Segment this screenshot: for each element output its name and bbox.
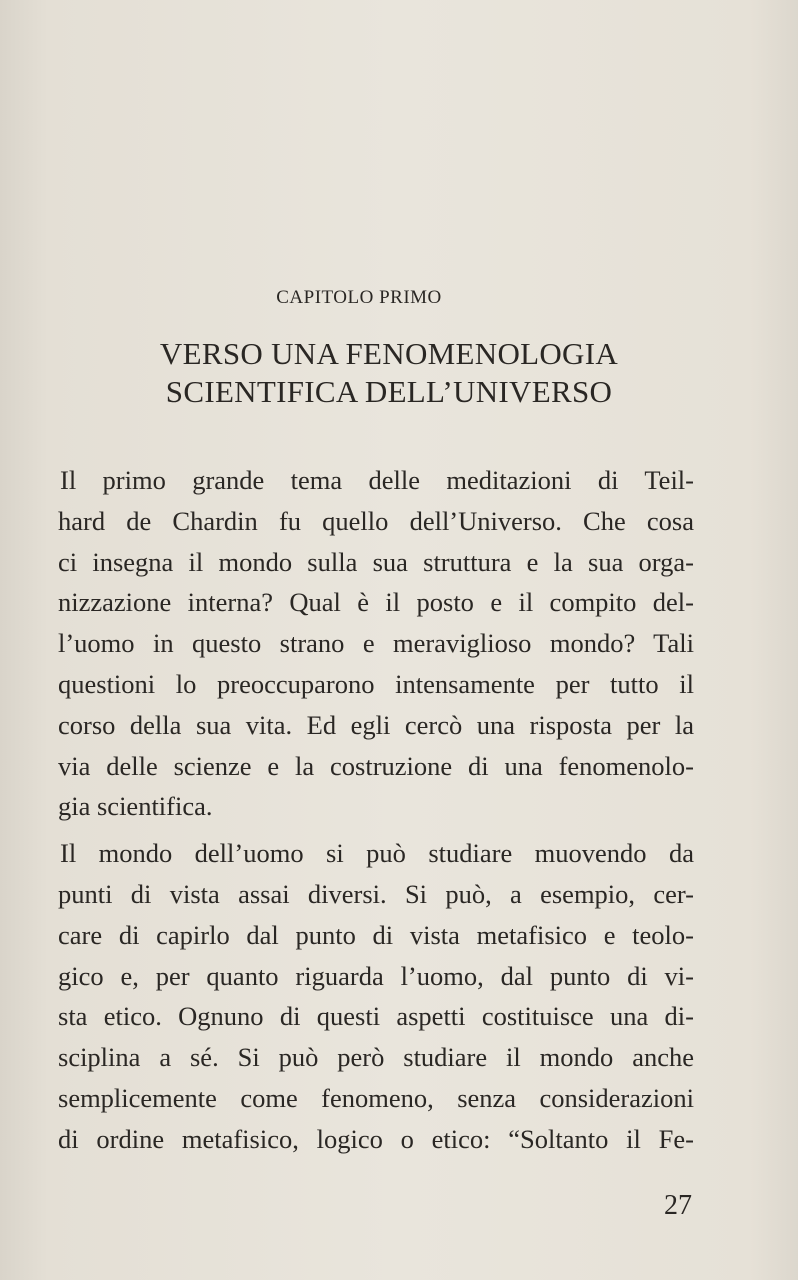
chapter-title-line: SCIENTIFICA DELL’UNIVERSO [165, 374, 613, 409]
chapter-label: CAPITOLO PRIMO [276, 287, 442, 308]
paragraph [58, 833, 694, 1159]
text-line: hard de Chardin fu quello dell’Universo. Che cosa [58, 505, 694, 536]
text-line: Il mondo dell’uomo si può studiare muovendo da [60, 838, 694, 869]
body-text [58, 460, 694, 1160]
text-line: Il primo grande tema delle meditazioni di Teil- [60, 465, 694, 495]
text-line: semplicemente come fenomeno, senza considerazioni [58, 1082, 694, 1113]
text-line: punti di vista assai diversi. Si può, a esempio, cer- [58, 878, 694, 909]
text-line: sciplina a sé. Si può però studiare il mondo anche [58, 1042, 694, 1073]
text-line: nizzazione interna? Qual è il posto e il compito del- [58, 587, 694, 618]
text-line: di ordine metafisico, logico o etico: “Soltanto il Fe- [58, 1123, 694, 1154]
chapter-title-line: VERSO UNA FENOMENOLOGIA [159, 336, 619, 371]
text-line: ci insegna il mondo sulla sua struttura e la sua orga- [58, 546, 694, 577]
text-line: questioni lo preoccuparono intensamente per tutto il [58, 668, 694, 699]
text-line: gia scientifica. [58, 791, 213, 822]
page-number: 27 [664, 1190, 692, 1221]
text-line: care di capirlo dal punto di vista metafisico e teolo- [58, 919, 694, 950]
text-line: via delle scienze e la costruzione di una fenomenolo- [58, 750, 694, 781]
text-line: gico e, per quanto riguarda l’uomo, dal punto di vi- [58, 960, 694, 991]
text-line: l’uomo in questo strano e meraviglioso mondo? Tali [58, 628, 694, 659]
text-line: corso della sua vita. Ed egli cercò una risposta per la [58, 709, 694, 740]
text-line: sta etico. Ognuno di questi aspetti costituisce una di- [58, 1001, 694, 1032]
chapter-title [60, 335, 718, 411]
paragraph [58, 460, 694, 827]
